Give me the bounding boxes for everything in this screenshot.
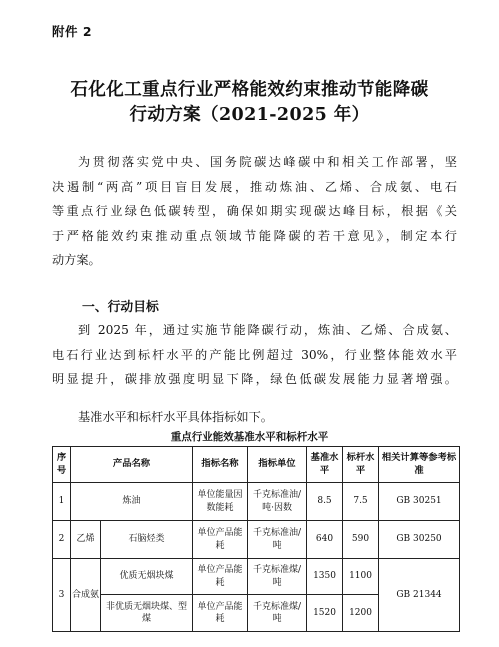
cell-seq: 3 bbox=[53, 559, 71, 632]
table-row bbox=[53, 483, 460, 521]
cell-unit: 千克标准油/吨·因数 bbox=[248, 483, 307, 521]
table-row bbox=[53, 521, 460, 559]
cell-target: 1100 bbox=[343, 559, 379, 595]
intro-line: 决遏制“两高”项目盲目发展，推动炼油、乙烯、合成氨、电石 bbox=[52, 179, 457, 194]
cell-seq: 1 bbox=[53, 483, 71, 521]
document-title-line-2: 行动方案（2021-2025 年） bbox=[129, 105, 370, 125]
header-indicator: 指标名称 bbox=[193, 447, 248, 483]
intro-line: 为贯彻落实党中央、国务院碳达峰碳中和相关工作部署，坚 bbox=[78, 155, 457, 169]
cell-product: 优质无烟块煤 bbox=[101, 559, 193, 595]
document-title-line-1: 石化化工重点行业严格能效约束推动节能降碳 bbox=[70, 80, 429, 100]
table-row bbox=[53, 559, 460, 595]
cell-product-group: 合成氨 bbox=[71, 559, 101, 632]
cell-benchmark: 8.5 bbox=[307, 483, 343, 521]
cell-indicator: 单位产品能耗 bbox=[193, 559, 248, 595]
goals-line: 明显提升，碳排放强度明显下降，绿色低碳发展能力显著增强。 bbox=[52, 372, 457, 387]
header-standard: 相关计算等参考标准 bbox=[379, 447, 460, 483]
cell-benchmark: 1350 bbox=[307, 559, 343, 595]
cell-standard: GB 21344 bbox=[379, 559, 460, 632]
table-intro-text: 基准水平和标杆水平具体指标如下。 bbox=[78, 410, 273, 424]
cell-product: 非优质无烟块煤、型煤 bbox=[101, 595, 193, 632]
cell-indicator: 单位产品能耗 bbox=[193, 521, 248, 559]
table-caption: 重点行业能效基准水平和标杆水平 bbox=[170, 431, 329, 443]
intro-paragraph bbox=[52, 150, 457, 273]
cell-target: 7.5 bbox=[343, 483, 379, 521]
attachment-label: 附件 2 bbox=[52, 24, 93, 39]
cell-standard: GB 30251 bbox=[379, 483, 460, 521]
cell-product: 炼油 bbox=[71, 483, 193, 521]
benchmark-table bbox=[52, 446, 460, 632]
goals-line: 到 2025 年，通过实施节能降碳行动，炼油、乙烯、合成氨、 bbox=[78, 323, 457, 337]
intro-line: 于严格能效约束推动重点领域节能降碳的若干意见》，制定本行 bbox=[52, 228, 457, 243]
header-target: 标杆水平 bbox=[343, 447, 379, 483]
header-benchmark: 基准水平 bbox=[307, 447, 343, 483]
cell-product: 石脑烃类 bbox=[101, 521, 193, 559]
cell-indicator: 单位产品能耗 bbox=[193, 595, 248, 632]
cell-benchmark: 1520 bbox=[307, 595, 343, 632]
section-heading-goals: 一、行动目标 bbox=[82, 300, 159, 315]
cell-unit: 千克标准煤/吨 bbox=[248, 595, 307, 632]
cell-unit: 千克标准煤/吨 bbox=[248, 559, 307, 595]
goals-paragraph bbox=[52, 318, 457, 392]
header-unit: 指标单位 bbox=[248, 447, 307, 483]
intro-line: 动方案。 bbox=[52, 253, 101, 268]
cell-unit: 千克标准油/吨 bbox=[248, 521, 307, 559]
cell-standard: GB 30250 bbox=[379, 521, 460, 559]
cell-target: 1200 bbox=[343, 595, 379, 632]
cell-benchmark: 640 bbox=[307, 521, 343, 559]
cell-product-group: 乙烯 bbox=[71, 521, 101, 559]
cell-indicator: 单位能量因数能耗 bbox=[193, 483, 248, 521]
cell-target: 590 bbox=[343, 521, 379, 559]
cell-seq: 2 bbox=[53, 521, 71, 559]
header-product: 产品名称 bbox=[71, 447, 193, 483]
intro-line: 等重点行业绿色低碳转型，确保如期实现碳达峰目标，根据《关 bbox=[52, 204, 457, 219]
table-header-row bbox=[53, 447, 460, 483]
header-seq: 序号 bbox=[53, 447, 71, 483]
goals-line: 电石行业达到标杆水平的产能比例超过 30%，行业整体能效水平 bbox=[52, 347, 457, 362]
